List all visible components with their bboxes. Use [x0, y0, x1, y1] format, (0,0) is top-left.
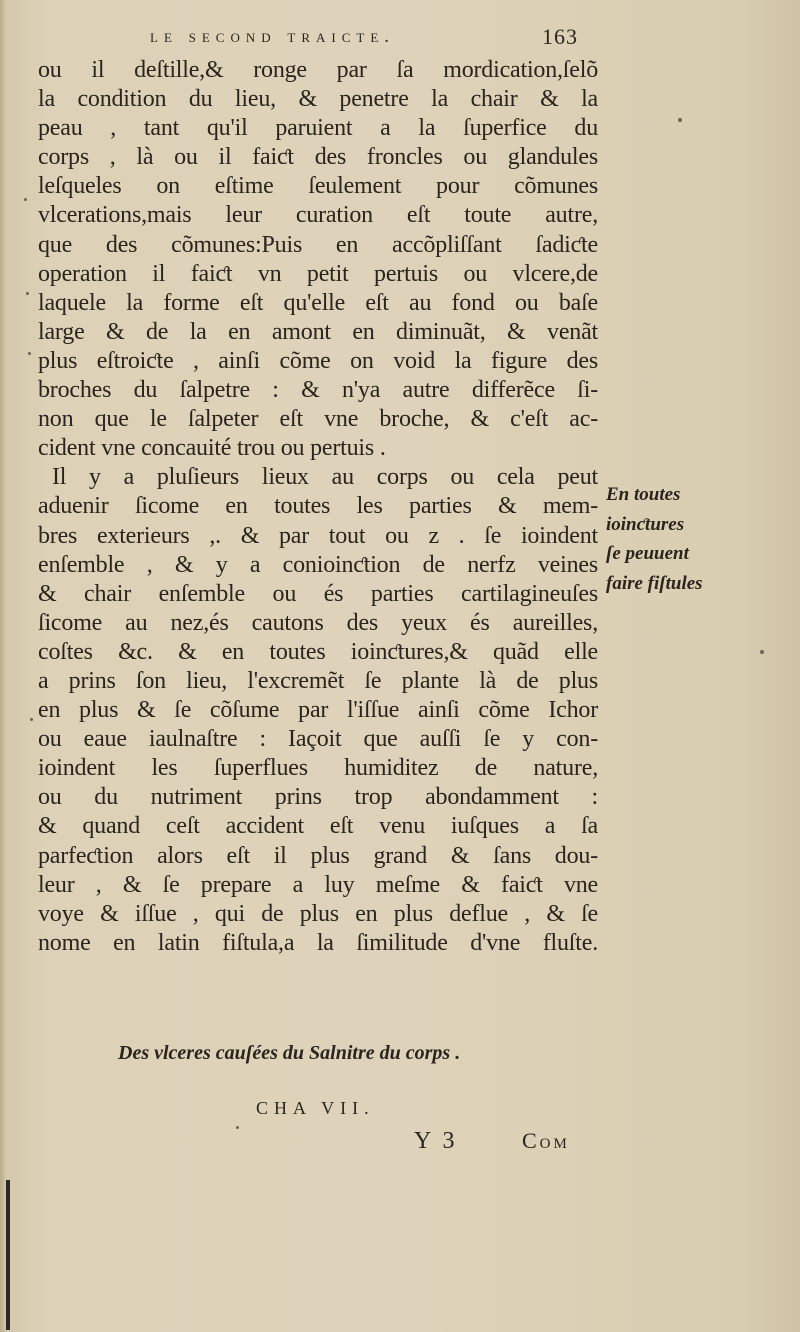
text-line: leſqueles on eſtime ſeulement pour cõmunes: [38, 173, 598, 200]
text-line: ou eaue iaulnaſtre : Iaçoit que auſſi ſe y con-: [38, 726, 598, 753]
marginal-note-line: faire fiſtules: [606, 572, 703, 594]
page-corner-mark: [6, 1180, 10, 1330]
text-line: laquele la forme eſt qu'elle eſt au fond ou baſe: [38, 289, 598, 316]
text-line: operation il faiƈt vn petit pertuis ou vlcere,de: [38, 260, 598, 287]
ink-speck: [26, 292, 29, 295]
text-line: vlcerations,mais leur curation eſt toute autre,: [38, 202, 598, 229]
chapter-number: CHA VII.: [256, 1098, 375, 1118]
ink-speck: [28, 352, 31, 355]
text-line: voye & iſſue , qui de plus en plus deflue , & ſe: [38, 900, 598, 927]
text-line: nome en latin fiſtula,a la ſimilitude d'vne fluſte.: [38, 929, 598, 956]
text-line: bres exterieurs ,. & par tout ou z . ſe ioindent: [38, 522, 598, 549]
body-text: [38, 56, 598, 958]
text-line: a prins ſon lieu, l'excremẽt ſe plante là de plus: [38, 667, 598, 694]
ink-speck: [760, 650, 764, 654]
catchword: Com: [522, 1128, 570, 1153]
text-line: coſtes &c. & en toutes ioinƈtures,& quãd elle: [38, 638, 598, 665]
folio-number: 163: [542, 24, 578, 49]
text-line: cident vne concauité trou ou pertuis .: [38, 435, 386, 462]
text-line: enſemble , & y a conioinƈtion de nerfz veines: [38, 551, 598, 578]
text-line: ioindent les ſuperflues humiditez de nature,: [38, 755, 598, 782]
marginal-note-line: ſe peuuent: [606, 543, 689, 564]
text-line: Il y a pluſieurs lieux au corps ou cela peut: [52, 464, 598, 491]
text-line: corps , là ou il faiƈt des froncles ou glandules: [38, 144, 598, 171]
marginal-note: [606, 480, 796, 598]
text-line: la condition du lieu, & penetre la chair & la: [38, 86, 598, 113]
ink-speck: [678, 118, 682, 122]
text-line: en plus & ſe cõſume par l'iſſue ainſi cõme Ichor: [38, 697, 598, 724]
text-line: parfeƈtion alors eſt il plus grand & ſans dou-: [38, 842, 598, 869]
text-line: ou du nutriment prins trop abondamment :: [38, 784, 598, 811]
running-head: [150, 22, 600, 54]
text-line: broches du ſalpetre : & n'ya autre differẽce ſi-: [38, 377, 598, 404]
text-line: que des cõmunes:Puis en accõpliſſant ſadiƈte: [38, 231, 598, 258]
text-line: large & de la en amont en diminuãt, & venãt: [38, 318, 598, 345]
text-line: plus eſtroiƈte , ainſi cõme on void la figure des: [38, 347, 598, 374]
text-line: & chair enſemble ou és parties cartilagineuſes: [38, 580, 598, 607]
chapter-heading: Des vlceres cauſées du Salnitre du corps .: [118, 1042, 461, 1064]
text-line: non que le ſalpeter eſt vne broche, & c'eſt ac-: [38, 406, 598, 433]
text-line: ſicome au nez,és cautons des yeux és aureilles,: [38, 609, 598, 636]
marginal-note-line: ioinƈtures: [606, 513, 685, 535]
text-line: & quand ceſt accident eſt venu iuſques a ſa: [38, 813, 598, 840]
ink-speck: [236, 1126, 239, 1129]
signature-mark: Y 3: [414, 1128, 458, 1154]
text-line: peau , tant qu'il paruient a la ſuperfice du: [38, 115, 598, 142]
ink-speck: [30, 718, 33, 721]
marginal-note-line: En toutes: [606, 484, 681, 505]
text-line: aduenir ſicome en toutes les parties & mem-: [38, 493, 598, 520]
ink-speck: [24, 198, 27, 201]
text-line: ou il deſtille,& ronge par ſa mordication,ſelõ: [38, 57, 598, 83]
text-line: leur , & ſe prepare a luy meſme & faiƈt vne: [38, 871, 598, 898]
running-head-title: le second traicte.: [150, 26, 396, 47]
page-edge-shadow: [0, 0, 6, 1332]
